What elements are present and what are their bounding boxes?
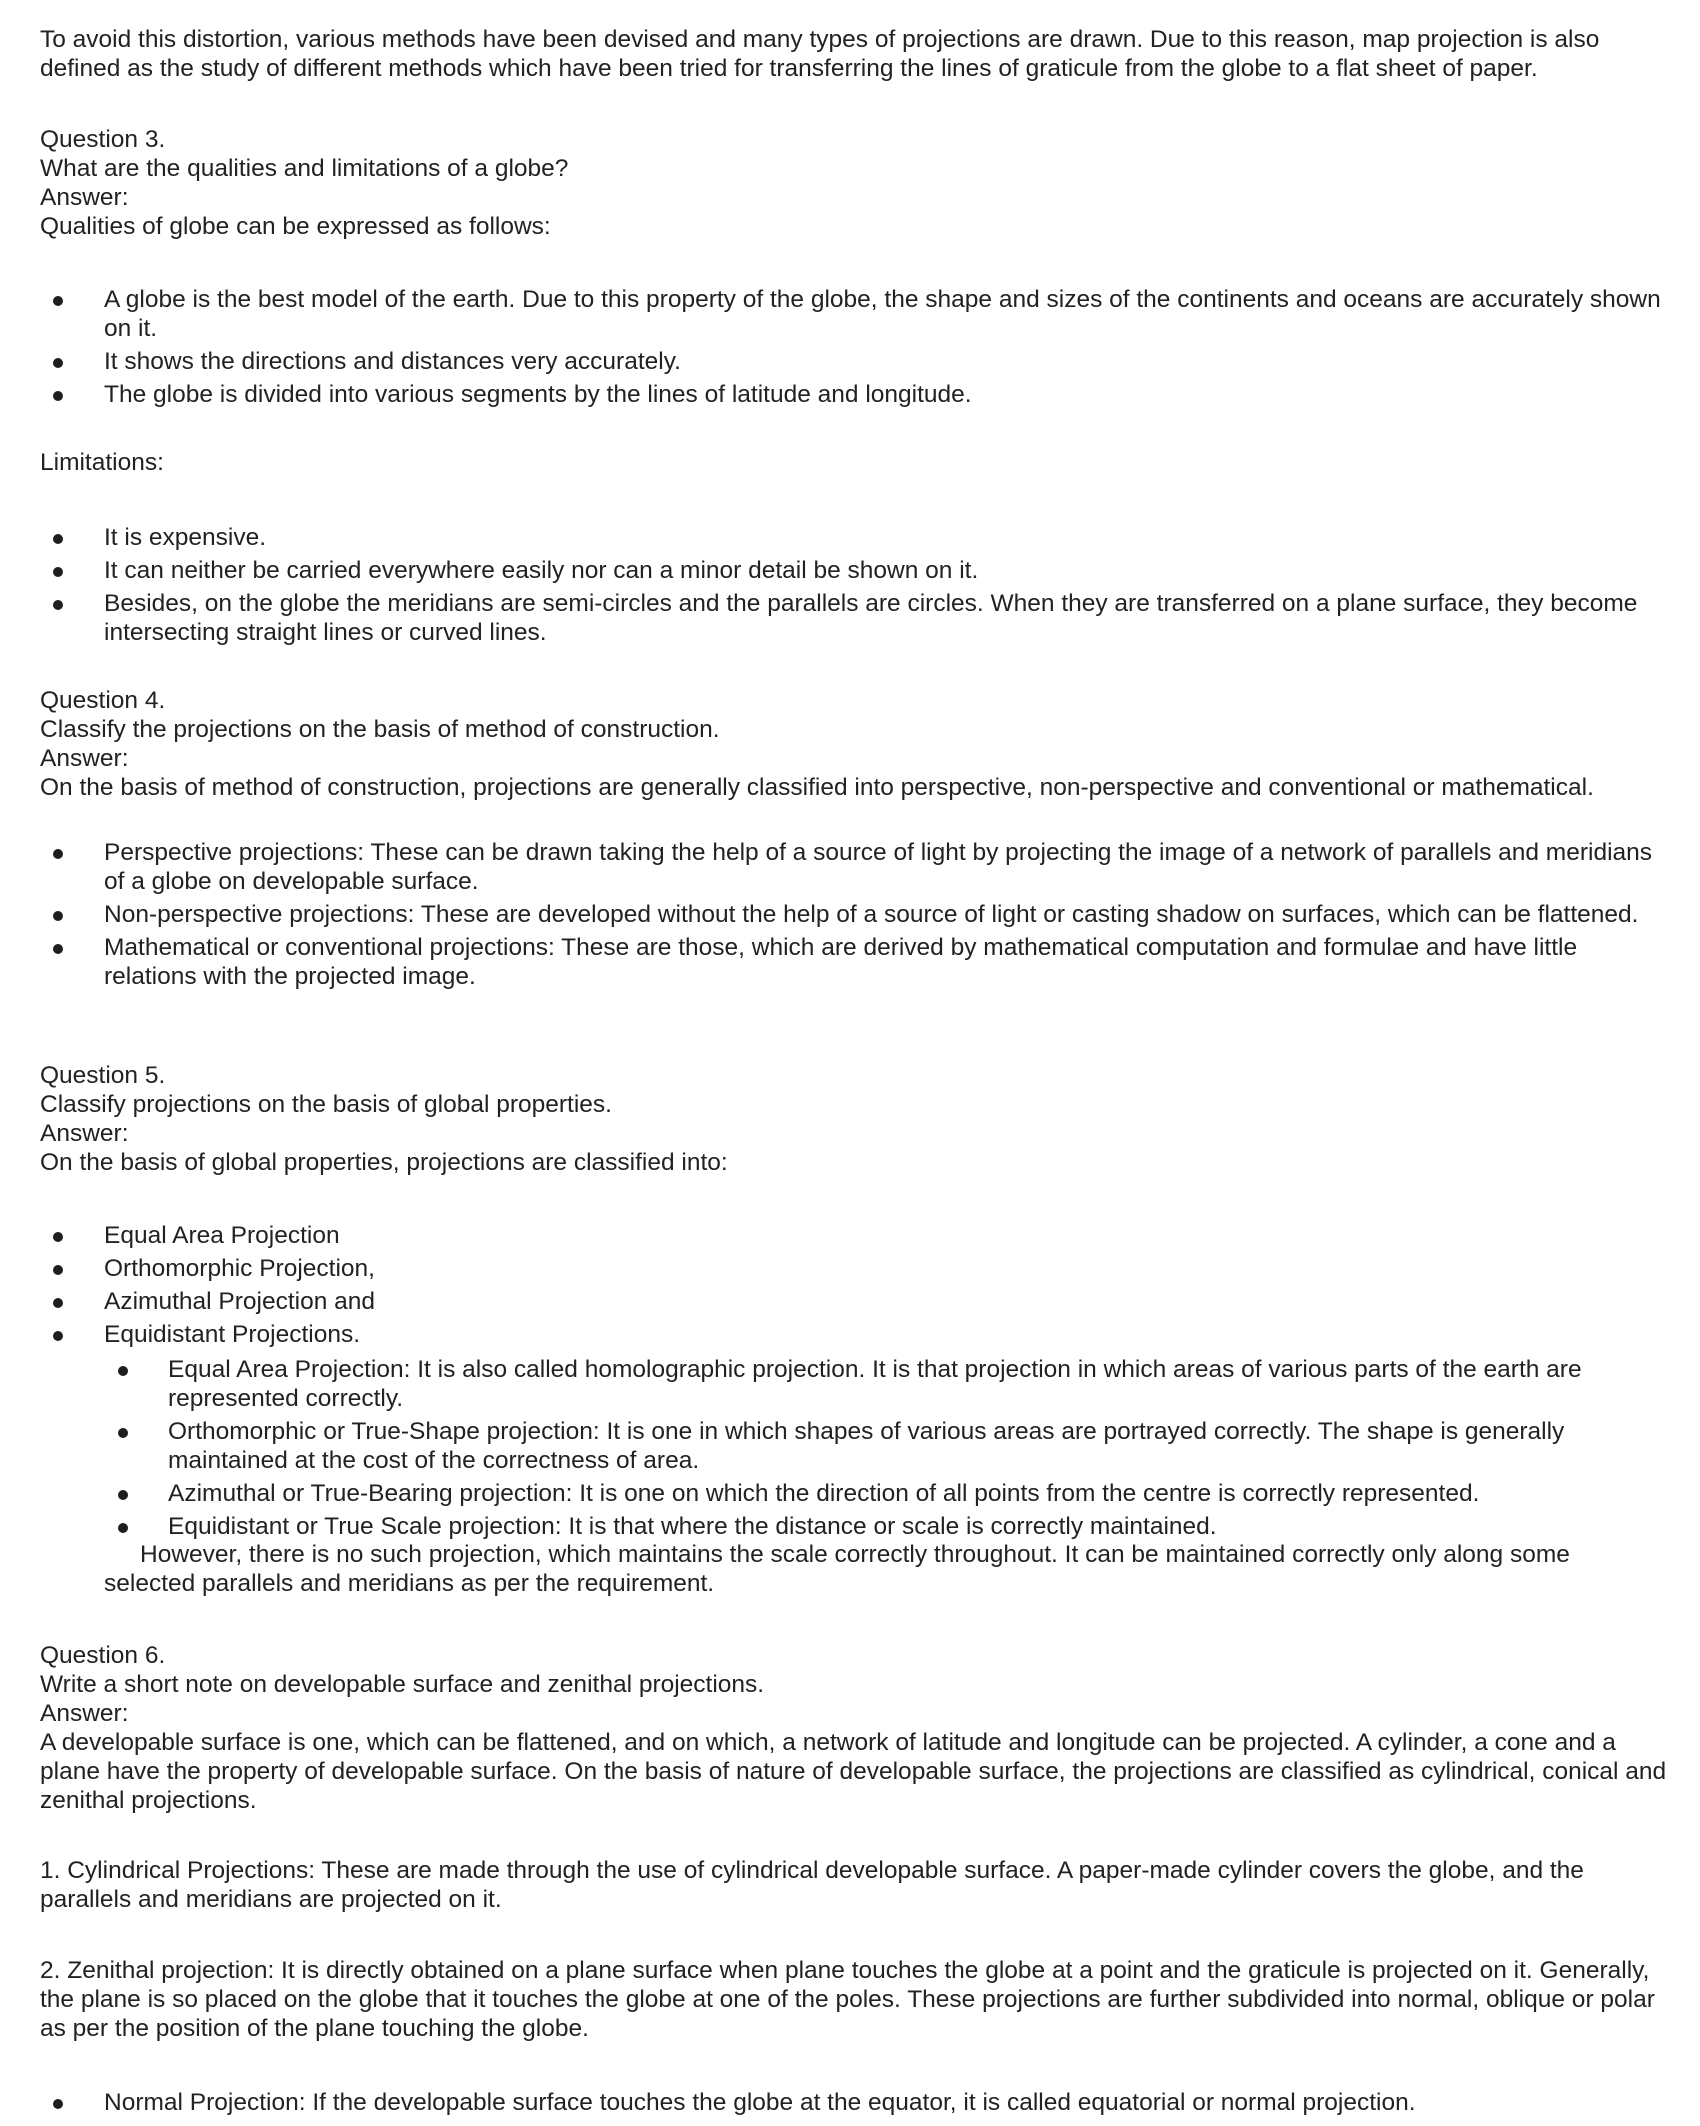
question-5-block [40,1061,1680,1177]
list-item [0,1287,1664,1316]
bullet-icon [53,911,63,921]
limitations-heading: Limitations: [40,449,164,476]
list-item-text: Orthomorphic or True-Shape projection: It is one in which shapes of various areas are portrayed correctly. The shape is generally maintained at the cost of the correctness of area. [168,1418,1565,1474]
answer-label: Answer: [40,745,129,772]
bullet-icon [53,1232,63,1242]
bullet-icon [53,391,63,401]
bullet-icon [53,2099,63,2109]
bullet-icon [53,1265,63,1275]
bullet-icon [53,534,63,544]
qualities-list [0,285,1700,413]
bullet-icon [118,1428,128,1438]
list-item-text: Azimuthal or True-Bearing projection: It is one on which the direction of all points from the centre is correctly represented. [168,1480,1480,1507]
list-item-text: Equidistant or True Scale projection: It is that where the distance or scale is correctly maintained. [168,1513,1217,1540]
bullet-icon [53,600,63,610]
list-item-text: It shows the directions and distances very accurately. [104,348,681,375]
bullet-icon [118,1490,128,1500]
bullet-icon [118,1523,128,1533]
bullet-icon [53,849,63,859]
list-item-text: Non-perspective projections: These are developed without the help of a source of light or casting shadow on surfaces, which can be flattened. [104,901,1639,928]
question-text: Write a short note on developable surface and zenithal projections. [40,1671,765,1698]
question-label: Question 5. [40,1062,166,1089]
answer-label: Answer: [40,184,129,211]
sub-list-item [0,1417,1668,1475]
list-item [0,2088,1664,2117]
answer-intro: A developable surface is one, which can be flattened, and on which, a network of latitude and longitude can be projected. A cylinder, a cone and a plane have the property of developable surface. On the basis of nature of developable surface, the projections are classified as cylindrical, conical and zenithal projections. [40,1729,1667,1814]
list-item [0,556,1664,585]
question-6-block [40,1641,1680,1815]
global-properties-sublist [0,1355,1700,1545]
list-item [0,589,1664,647]
zenithal-paragraph: 2. Zenithal projection: It is directly obtained on a plane surface when plane touches the globe at a point and the graticule is projected on it. Generally, the plane is so placed on the globe that it touches the globe at one of the poles. These projections are further subdivided into normal, oblique or polar as per the position of the plane touching the globe. [40,1957,1655,2042]
question-label: Question 3. [40,126,166,153]
list-item-text: Equidistant Projections. [104,1321,361,1348]
global-properties-list [0,1221,1700,1353]
answer-intro: Qualities of globe can be expressed as follows: [40,213,551,240]
bullet-icon [53,944,63,954]
list-item-text: Perspective projections: These can be drawn taking the help of a source of light by projecting the image of a network of parallels and meridians of a globe on developable surface. [104,839,1653,895]
list-item-text: It can neither be carried everywhere easily nor can a minor detail be shown on it. [104,557,979,584]
answer-intro: On the basis of method of construction, projections are generally classified into perspective, non-perspective and conventional or mathematical. [40,774,1594,801]
zenithal-types-list [0,2088,1700,2121]
answer-intro: On the basis of global properties, projections are classified into: [40,1149,728,1176]
question-3-block [40,125,1680,241]
list-item [0,523,1664,552]
bullet-icon [53,296,63,306]
question-4-block [40,686,1680,802]
question-label: Question 6. [40,1642,166,1669]
list-item-text: Orthomorphic Projection, [104,1255,375,1282]
list-item-text: Mathematical or conventional projections: These are those, which are derived by mathematical computation and formulae and have little relations with the projected image. [104,934,1578,990]
bullet-icon [53,1298,63,1308]
list-item [0,933,1664,991]
scale-note: However, there is no such projection, which maintains the scale correctly throughout. It can be maintained correctly only along some selected parallels and meridians as per the requirement. [104,1541,1570,1597]
list-item-text: Azimuthal Projection and [104,1288,376,1315]
question-label: Question 4. [40,687,166,714]
sub-list-item [0,1355,1668,1413]
list-item [0,380,1664,409]
bullet-icon [118,1366,128,1376]
list-item [0,900,1664,929]
bullet-icon [53,567,63,577]
bullet-icon [53,1331,63,1341]
list-item-text: Besides, on the globe the meridians are semi-circles and the parallels are circles. When they are transferred on a plane surface, they become intersecting straight lines or curved lines. [104,590,1638,646]
cylindrical-paragraph: 1. Cylindrical Projections: These are made through the use of cylindrical developable surface. A paper-made cylinder covers the globe, and the parallels and meridians are projected on it. [40,1857,1584,1913]
intro-paragraph: To avoid this distortion, various methods have been devised and many types of projections are drawn. Due to this reason, map projection is also defined as the study of different methods which have been tried for transferring the lines of graticule from the globe to a flat sheet of paper. [40,26,1600,82]
list-item-text: Equal Area Projection: It is also called homolographic projection. It is that projection in which areas of various parts of the earth are represented correctly. [168,1356,1582,1412]
list-item-text: A globe is the best model of the earth. Due to this property of the globe, the shape and sizes of the continents and oceans are accurately shown on it. [104,286,1661,342]
bullet-icon [53,358,63,368]
list-item-text: Equal Area Projection [104,1222,340,1249]
sub-list-item [0,1479,1668,1508]
sub-list-item [0,1512,1668,1541]
question-text: What are the qualities and limitations of a globe? [40,155,569,182]
list-item-text: It is expensive. [104,524,267,551]
answer-label: Answer: [40,1120,129,1147]
list-item [0,1254,1664,1283]
list-item [0,285,1664,343]
question-text: Classify projections on the basis of global properties. [40,1091,612,1118]
list-item [0,1221,1664,1250]
list-item-text: The globe is divided into various segments by the lines of latitude and longitude. [104,381,972,408]
question-text: Classify the projections on the basis of method of construction. [40,716,720,743]
answer-label: Answer: [40,1700,129,1727]
limitations-list [0,523,1700,651]
list-item [0,1320,1664,1349]
list-item [0,347,1664,376]
list-item-text: Normal Projection: If the developable surface touches the globe at the equator, it is called equatorial or normal projection. [104,2089,1416,2116]
construction-list [0,838,1700,995]
list-item [0,838,1664,896]
